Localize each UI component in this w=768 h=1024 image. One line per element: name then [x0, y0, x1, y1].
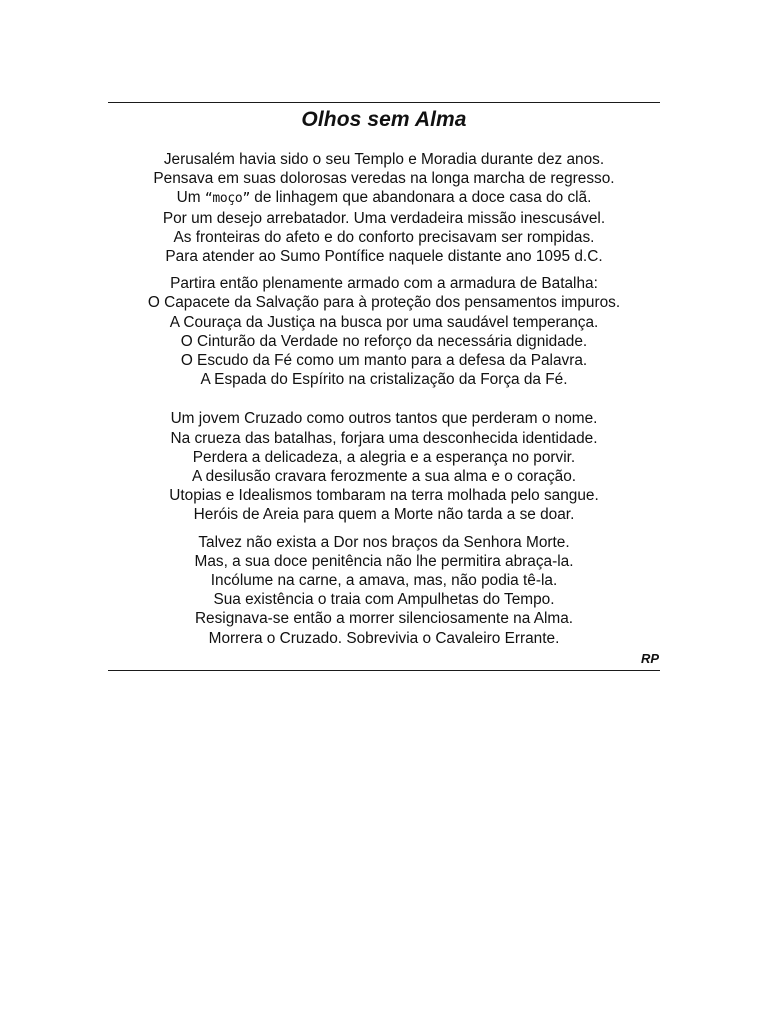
stanza-2 — [108, 274, 660, 389]
verse-line: Na crueza das batalhas, forjara uma desconhecida identidade. — [170, 429, 598, 447]
verse-line: As fronteiras do afeto e do conforto precisavam ser rompidas. — [173, 228, 595, 246]
quoted-word: “moço” — [204, 191, 250, 207]
verse-line: Pensava em suas dolorosas veredas na longa marcha de regresso. — [153, 170, 615, 188]
verse-line: Sua existência o traia com Ampulhetas do Tempo. — [213, 591, 555, 609]
verse-line: A Espada do Espírito na cristalização da Força da Fé. — [200, 371, 568, 389]
verse-line: Utopias e Idealismos tombaram na terra molhada pelo sangue. — [169, 487, 599, 505]
verse-line: Mas, a sua doce penitência não lhe permitira abraça-la. — [194, 552, 574, 570]
bottom-divider — [108, 670, 660, 671]
poem-page — [108, 102, 660, 671]
verse-line: Jerusalém havia sido o seu Templo e Moradia durante dez anos. — [163, 151, 605, 168]
stanza-1 — [108, 150, 660, 266]
verse-line: Um jovem Cruzado como outros tantos que perderam o nome. — [170, 410, 598, 428]
verse-line: Morrera o Cruzado. Sobrevivia o Cavaleiro Errante. — [208, 629, 560, 647]
verse-line: A Couraça da Justiça na busca por uma saudável temperança. — [169, 313, 599, 331]
poem-title: Olhos sem Alma — [301, 108, 467, 131]
verse-fragment: de linhagem que abandonara a doce casa do clã. — [249, 189, 592, 207]
verse-line: Partira então plenamente armado com a armadura de Batalha: — [170, 275, 598, 293]
verse-line: A desilusão cravara ferozmente a sua alma e o coração. — [191, 468, 577, 486]
verse-line: Resignava-se então a morrer silenciosamente na Alma. — [194, 610, 574, 628]
verse-line: Por um desejo arrebatador. Uma verdadeira missão inescusável. — [162, 209, 606, 227]
verse-line: Heróis de Areia para quem a Morte não tarda a se doar. — [193, 506, 575, 524]
poem-body — [108, 150, 660, 648]
verse-line: O Cinturão da Verdade no reforço da necessária dignidade. — [180, 332, 588, 350]
verse-line: O Escudo da Fé como um manto para a defesa da Palavra. — [180, 352, 588, 370]
top-divider — [108, 102, 660, 103]
stanza-4 — [108, 533, 660, 648]
verse-line: Para atender ao Sumo Pontífice naquele distante ano 1095 d.C. — [165, 248, 603, 266]
author-signature: RP — [640, 650, 659, 666]
verse-line: Perdera a delicadeza, a alegria e a esperança no porvir. — [192, 448, 576, 466]
verse-fragment: Um — [176, 189, 205, 207]
stanza-3 — [108, 409, 660, 524]
verse-line: Talvez não exista a Dor nos braços da Senhora Morte. — [198, 533, 570, 551]
verse-line: Incólume na carne, a amava, mas, não podia tê-la. — [210, 572, 558, 590]
verse-line — [108, 188, 660, 208]
verse-line: O Capacete da Salvação para à proteção dos pensamentos impuros. — [147, 294, 621, 312]
